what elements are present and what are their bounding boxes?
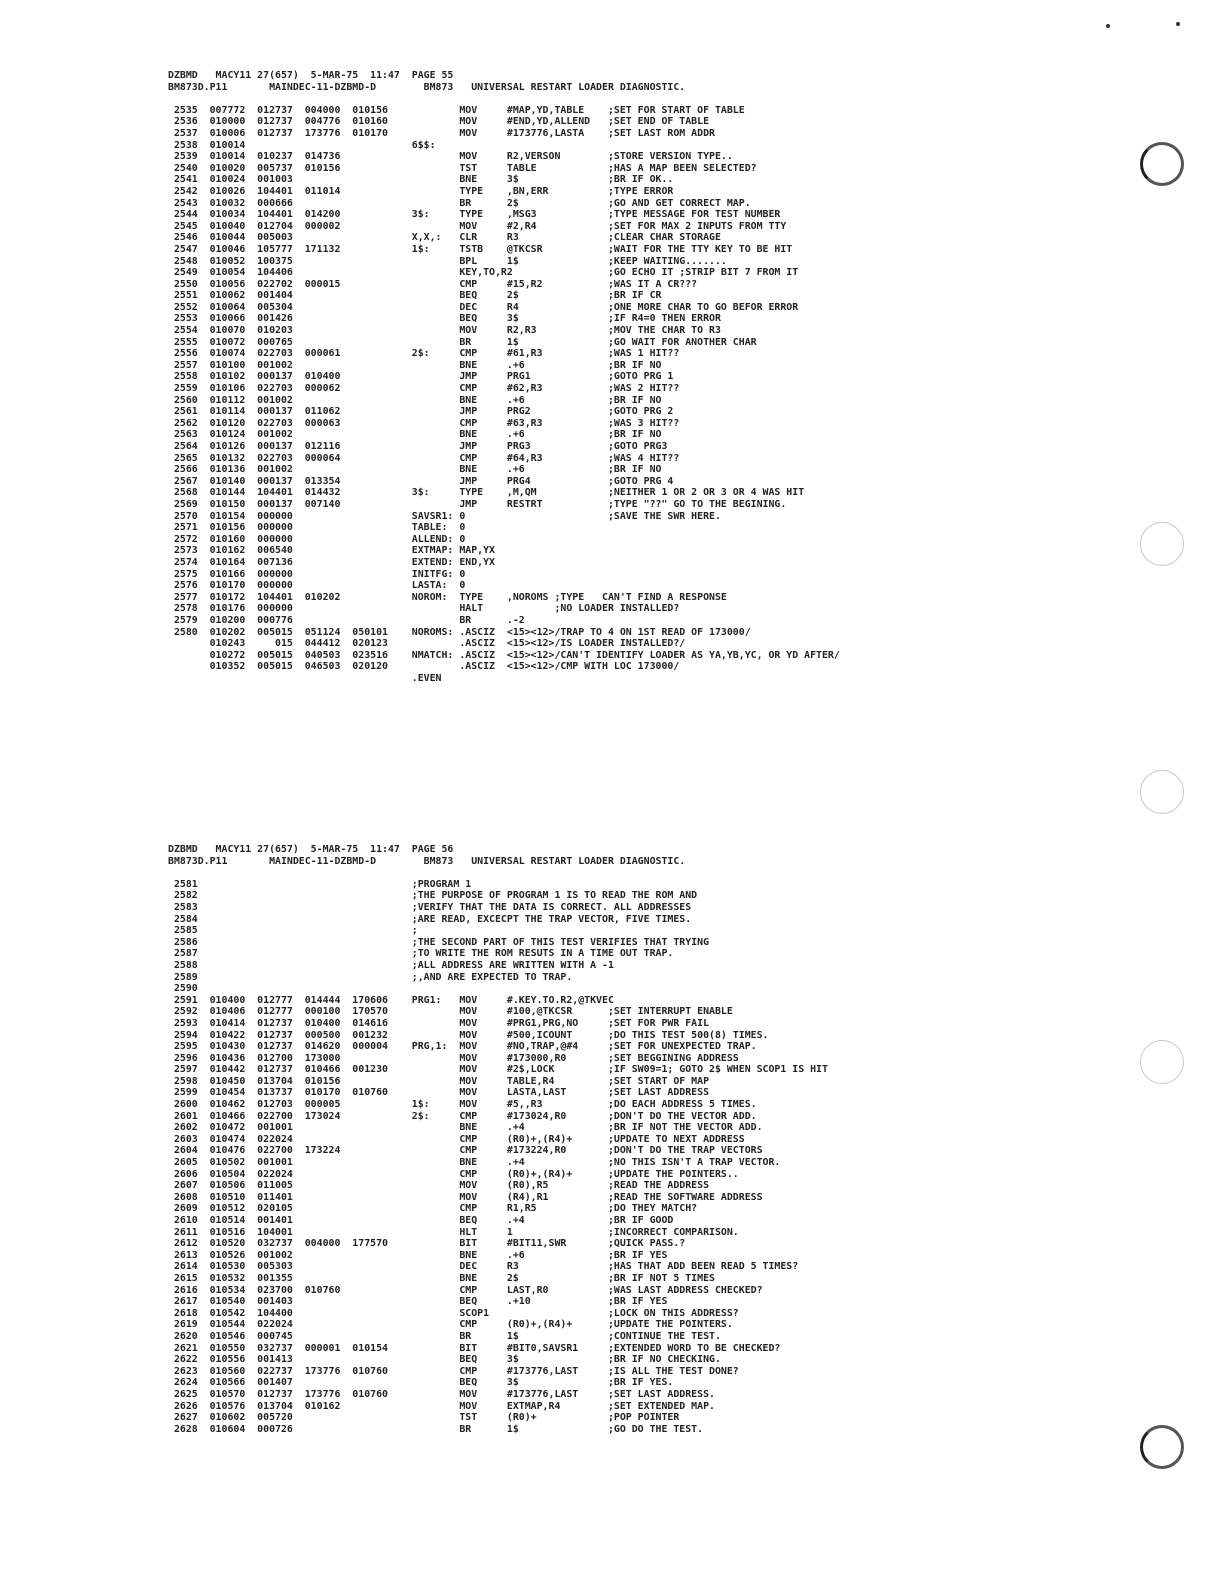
listing-line: 2627 010602 005720 TST (R0)+ ;POP POINTER <box>168 1412 680 1424</box>
listing-line: 2594 010422 012737 000500 001232 MOV #500,ICOUNT ;DO THIS TEST 500(8) TIMES. <box>168 1029 769 1041</box>
listing-line: 2561 010114 000137 011062 JMP PRG2 ;GOTO PRG 2 <box>168 406 674 418</box>
listing-line: 2587 ;TO WRITE THE ROM RESUTS IN A TIME OUT TRAP. <box>168 948 674 960</box>
listing-line: 2535 007772 012737 004000 010156 MOV #MAP,YD,TABLE ;SET FOR START OF TABLE <box>168 104 745 116</box>
binder-hole-icon <box>1140 142 1184 186</box>
listing-line: 2572 010160 000000 ALLEND: 0 <box>168 533 466 545</box>
listing-line: 2606 010504 022024 CMP (R0)+,(R4)+ ;UPDATE THE POINTERS.. <box>168 1168 739 1180</box>
listing-line: 2536 010000 012737 004776 010160 MOV #END,YD,ALLEND ;SET END OF TABLE <box>168 116 710 128</box>
listing-line: 2549 010054 104406 KEY,TO,R2 ;GO ECHO IT ;STRIP BIT 7 FROM IT <box>168 267 799 279</box>
listing-line: 2557 010100 001002 BNE .+6 ;BR IF NO <box>168 359 662 371</box>
listing-line: 2617 010540 001403 BEQ .+10 ;BR IF YES <box>168 1296 668 1308</box>
binder-hole-icon <box>1140 522 1184 566</box>
listing-line: 2564 010126 000137 012116 JMP PRG3 ;GOTO PRG3 <box>168 441 668 452</box>
listing-line: 2590 <box>168 983 198 995</box>
listing-line: 2592 010406 012777 000100 170570 MOV #100,@TKCSR ;SET INTERRUPT ENABLE <box>168 1006 733 1018</box>
listing-line: 2553 010066 001426 BEQ 3$ ;IF R4=0 THEN ERROR <box>168 313 721 325</box>
listing-line: 2555 010072 000765 BR 1$ ;GO WAIT FOR ANOTHER CHAR <box>168 336 757 348</box>
listing-line: 2547 010046 105777 171132 1$: TSTB @TKCSR ;WAIT FOR THE TTY KEY TO BE HIT <box>168 243 793 255</box>
listing-line: 2605 010502 001001 BNE .+4 ;NO THIS ISN'T A TRAP VECTOR. <box>168 1157 781 1169</box>
listing-line: 2612 010520 032737 004000 177570 BIT #BIT11,SWR ;QUICK PASS.? <box>168 1238 686 1250</box>
listing-line: 2607 010506 011005 MOV (R0),R5 ;READ THE ADDRESS <box>168 1180 710 1192</box>
page-header-subtitle: BM873D.P11 MAINDEC-11-DZBMD-D BM873 UNIVERSAL RESTART LOADER DIAGNOSTIC. <box>168 855 686 867</box>
listing-line: 2615 010532 001355 BNE 2$ ;BR IF NOT 5 TIMES <box>168 1272 715 1284</box>
listing-line: 2554 010070 010203 MOV R2,R3 ;MOV THE CHAR TO R3 <box>168 325 721 337</box>
listing-line: 2591 010400 012777 014444 170606 PRG1: MOV #.KEY.TO.R2,@TKVEC <box>168 994 614 1006</box>
listing-line: 2618 010542 104400 SCOP1 ;LOCK ON THIS ADDRESS? <box>168 1307 739 1319</box>
listing-line: 2623 010560 022737 173776 010760 CMP #173776,LAST ;IS ALL THE TEST DONE? <box>168 1365 739 1377</box>
listing-line: 2600 010462 012703 000005 1$: MOV #5,,R3 ;DO EACH ADDRESS 5 TIMES. <box>168 1099 757 1111</box>
header-gap <box>168 867 978 879</box>
listing-page-56 <box>168 844 978 1435</box>
page-header-subtitle: BM873D.P11 MAINDEC-11-DZBMD-D BM873 UNIVERSAL RESTART LOADER DIAGNOSTIC. <box>168 81 686 93</box>
listing-line: 2575 010166 000000 INITFG: 0 <box>168 568 466 580</box>
listing-line: 2597 010442 012737 010466 001230 MOV #2$,LOCK ;IF SW09=1; GOTO 2$ WHEN SCOP1 IS HIT <box>168 1064 828 1076</box>
listing-line: 2596 010436 012700 173000 MOV #173000,R0 ;SET BEGGINING ADDRESS <box>168 1052 739 1064</box>
listing-line: 2601 010466 022700 173024 2$: CMP #173024,R0 ;DON'T DO THE VECTOR ADD. <box>168 1110 757 1122</box>
listing-line: .EVEN <box>168 672 442 684</box>
listing-line: 2614 010530 005303 DEC R3 ;HAS THAT ADD BEEN READ 5 TIMES? <box>168 1261 799 1273</box>
listing-line: 2616 010534 023700 010760 CMP LAST,R0 ;WAS LAST ADDRESS CHECKED? <box>168 1284 763 1296</box>
listing-line: 010352 005015 046503 020120 .ASCIZ <15><12>/CMP WITH LOC 173000/ <box>168 661 680 673</box>
listing-line: 2586 ;THE SECOND PART OF THIS TEST VERIFIES THAT TRYING <box>168 936 710 948</box>
listing-line: 2560 010112 001002 BNE .+6 ;BR IF NO <box>168 394 662 406</box>
listing-line: 2622 010556 001413 BEQ 3$ ;BR IF NO CHECKING. <box>168 1354 721 1366</box>
listing-line: 2628 010604 000726 BR 1$ ;GO DO THE TEST. <box>168 1423 704 1435</box>
listing-line: 2570 010154 000000 SAVSR1: 0 ;SAVE THE SWR HERE. <box>168 510 721 522</box>
listing-line: 2581 ;PROGRAM 1 <box>168 878 472 890</box>
listing-line: 2576 010170 000000 LASTA: 0 <box>168 580 466 592</box>
listing-line: 2582 ;THE PURPOSE OF PROGRAM 1 IS TO READ THE ROM AND <box>168 890 698 902</box>
listing-line: 2620 010546 000745 BR 1$ ;CONTINUE THE TEST. <box>168 1330 721 1342</box>
listing-line: 2595 010430 012737 014620 000004 PRG,1: MOV #NO,TRAP,@#4 ;SET FOR UNEXPECTED TRAP. <box>168 1041 757 1053</box>
listing-line: 2579 010200 000776 BR .-2 <box>168 614 525 626</box>
listing-line: 2537 010006 012737 173776 010170 MOV #173776,LASTA ;SET LAST ROM ADDR <box>168 127 715 139</box>
listing-line: 2609 010512 020105 CMP R1,R5 ;DO THEY MATCH? <box>168 1203 698 1215</box>
listing-line: 2548 010052 100375 BPL 1$ ;KEEP WAITING....... <box>168 255 727 267</box>
listing-line: 010243 015 044412 020123 .ASCIZ <15><12>/IS LOADER INSTALLED?/ <box>168 638 686 650</box>
listing-line: 2577 010172 104401 010202 NOROM: TYPE ,NOROMS ;TYPE CAN'T FIND A RESPONSE <box>168 591 727 603</box>
listing-line: 2608 010510 011401 MOV (R4),R1 ;READ THE SOFTWARE ADDRESS <box>168 1191 763 1203</box>
listing-line: 2580 010202 005015 051124 050101 NOROMS: .ASCIZ <15><12>/TRAP TO 4 ON 1ST READ OF 173000/ <box>168 626 751 638</box>
binder-hole-icon <box>1140 1425 1184 1469</box>
listing-line: 2568 010144 104401 014432 3$: TYPE ,M,QM ;NEITHER 1 OR 2 OR 3 OR 4 WAS HIT <box>168 487 805 499</box>
listing-line: 2538 010014 6$$: <box>168 139 436 151</box>
listing-line: 2569 010150 000137 007140 JMP RESTRT ;TYPE "??" GO TO THE BEGINING. <box>168 498 787 510</box>
listing-line: 2619 010544 022024 CMP (R0)+,(R4)+ ;UPDATE THE POINTERS. <box>168 1319 733 1331</box>
listing-line: 2602 010472 001001 BNE .+4 ;BR IF NOT THE VECTOR ADD. <box>168 1122 763 1134</box>
listing-line: 2558 010102 000137 010400 JMP PRG1 ;GOTO PRG 1 <box>168 371 674 383</box>
listing-line: 2584 ;ARE READ, EXCECPT THE TRAP VECTOR, FIVE TIMES. <box>168 913 692 925</box>
listing-line: 2613 010526 001002 BNE .+6 ;BR IF YES <box>168 1249 668 1261</box>
listing-line: 2544 010034 104401 014200 3$: TYPE ,MSG3 ;TYPE MESSAGE FOR TEST NUMBER <box>168 209 781 221</box>
listing-line: 2585 ; <box>168 925 418 937</box>
listing-line: 2565 010132 022703 000064 CMP #64,R3 ;WAS 4 HIT?? <box>168 452 680 464</box>
listing-line: 2552 010064 005304 DEC R4 ;ONE MORE CHAR TO GO BEFOR ERROR <box>168 301 799 313</box>
listing-line: 2571 010156 000000 TABLE: 0 <box>168 522 466 534</box>
page-header-title: DZBMD MACY11 27(657) 5-MAR-75 11:47 PAGE 56 <box>168 844 454 855</box>
listing-page-55 <box>168 70 978 684</box>
listing-line: 2599 010454 013737 010170 010760 MOV LASTA,LAST ;SET LAST ADDRESS <box>168 1087 710 1099</box>
listing-line: 2588 ;ALL ADDRESS ARE WRITTEN WITH A -1 <box>168 959 614 971</box>
listing-line: 2566 010136 001002 BNE .+6 ;BR IF NO <box>168 464 662 476</box>
listing-line: 2625 010570 012737 173776 010760 MOV #173776,LAST ;SET LAST ADDRESS. <box>168 1388 715 1400</box>
listing-line: 2550 010056 022702 000015 CMP #15,R2 ;WAS IT A CR??? <box>168 278 698 290</box>
page-header-title: DZBMD MACY11 27(657) 5-MAR-75 11:47 PAGE 55 <box>168 70 454 81</box>
speck <box>1106 24 1110 28</box>
listing-line: 2611 010516 104001 HLT 1 ;INCORRECT COMPARISON. <box>168 1226 739 1238</box>
header-gap <box>168 93 978 105</box>
binder-hole-icon <box>1140 770 1184 814</box>
listing-line: 2589 ;,AND ARE EXPECTED TO TRAP. <box>168 971 573 983</box>
listing-line: 2583 ;VERIFY THAT THE DATA IS CORRECT. ALL ADDRESSES <box>168 901 692 913</box>
listing-line: 2604 010476 022700 173224 CMP #173224,R0 ;DON'T DO THE TRAP VECTORS <box>168 1145 763 1157</box>
binder-hole-icon <box>1140 1040 1184 1084</box>
listing-line: 2540 010020 005737 010156 TST TABLE ;HAS A MAP BEEN SELECTED? <box>168 162 757 174</box>
listing-line: 2541 010024 001003 BNE 3$ ;BR IF OK.. <box>168 174 674 186</box>
listing-line: 2603 010474 022024 CMP (R0)+,(R4)+ ;UPDATE TO NEXT ADDRESS <box>168 1133 745 1145</box>
listing-line: 2545 010040 012704 000002 MOV #2,R4 ;SET FOR MAX 2 INPUTS FROM TTY <box>168 220 787 232</box>
listing-line: 2543 010032 000666 BR 2$ ;GO AND GET CORRECT MAP. <box>168 197 751 209</box>
listing-line: 2563 010124 001002 BNE .+6 ;BR IF NO <box>168 429 662 441</box>
listing-line: 2598 010450 013704 010156 MOV TABLE,R4 ;SET START OF MAP <box>168 1075 710 1087</box>
listing-line: 2546 010044 005003 X,X,: CLR R3 ;CLEAR CHAR STORAGE <box>168 232 721 244</box>
listing-line: 2593 010414 012737 010400 014616 MOV #PRG1,PRG,NO ;SET FOR PWR FAIL <box>168 1017 710 1029</box>
listing-line: 2559 010106 022703 000062 CMP #62,R3 ;WAS 2 HIT?? <box>168 383 680 395</box>
listing-line: 2562 010120 022703 000063 CMP #63,R3 ;WAS 3 HIT?? <box>168 417 680 429</box>
listing-line: 2567 010140 000137 013354 JMP PRG4 ;GOTO PRG 4 <box>168 475 674 487</box>
listing-line: 2624 010566 001407 BEQ 3$ ;BR IF YES. <box>168 1377 674 1389</box>
listing-line: 2542 010026 104401 011014 TYPE ,BN,ERR ;TYPE ERROR <box>168 185 674 197</box>
listing-line: 2551 010062 001404 BEQ 2$ ;BR IF CR <box>168 290 662 302</box>
listing-line: 2621 010550 032737 000001 010154 BIT #BIT0,SAVSR1 ;EXTENDED WORD TO BE CHECKED? <box>168 1342 781 1354</box>
listing-line: 2539 010014 010237 014736 MOV R2,VERSON ;STORE VERSION TYPE.. <box>168 151 733 163</box>
listing-line: 2610 010514 001401 BEQ .+4 ;BR IF GOOD <box>168 1215 674 1226</box>
listing-line: 010272 005015 040503 023516 NMATCH: .ASCIZ <15><12>/CAN'T IDENTIFY LOADER AS YA,YB,YC, OR YD AFTER/ <box>168 649 840 661</box>
listing-line: 2573 010162 006540 EXTMAP: MAP,YX <box>168 545 495 557</box>
speck <box>1176 22 1180 26</box>
listing-line: 2556 010074 022703 000061 2$: CMP #61,R3 ;WAS 1 HIT?? <box>168 348 680 360</box>
listing-line: 2574 010164 007136 EXTEND: END,YX <box>168 556 495 568</box>
listing-line: 2626 010576 013704 010162 MOV EXTMAP,R4 ;SET EXTENDED MAP. <box>168 1400 715 1412</box>
listing-line: 2578 010176 000000 HALT ;NO LOADER INSTALLED? <box>168 603 680 615</box>
